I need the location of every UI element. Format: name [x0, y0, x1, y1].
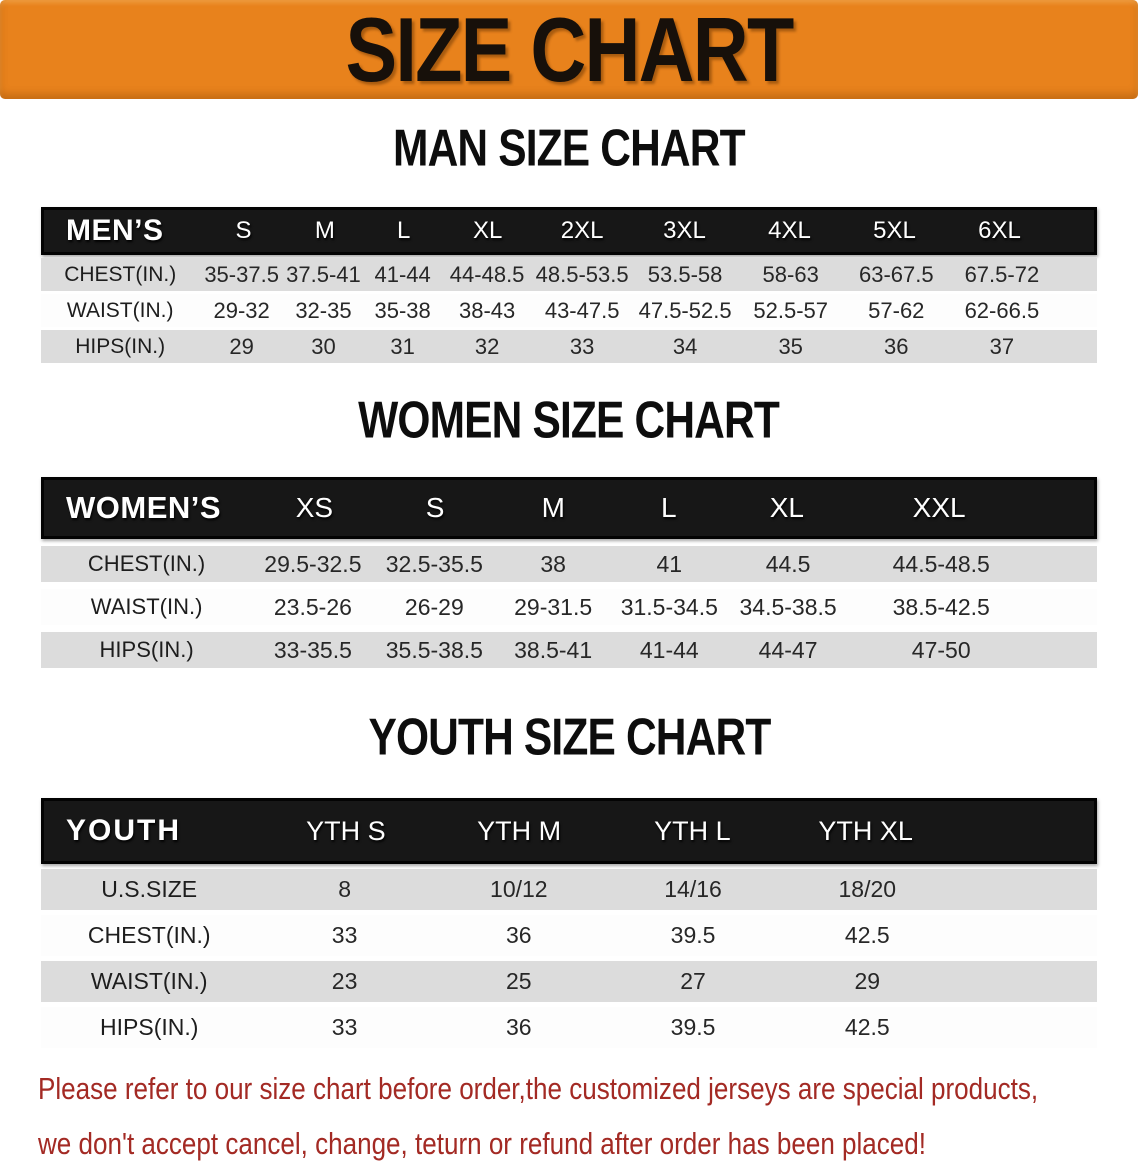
table-cell: 35: [778, 333, 803, 359]
table-cell: 38.5-42.5: [892, 593, 990, 620]
table-row: [41, 961, 1097, 1002]
table-cell: 25: [506, 968, 532, 994]
men-size-table: [41, 207, 1097, 363]
table-cell: 34: [672, 333, 698, 359]
table-cell: 33: [331, 1014, 358, 1040]
table-cell: 31.5-34.5: [620, 593, 718, 620]
table-title-cell: YOUTH: [66, 814, 181, 847]
row-label: WAIST(IN.): [90, 968, 208, 994]
table-cell: 36: [506, 1014, 532, 1040]
row-label: HIPS(IN.): [99, 637, 194, 662]
column-header: YTH L: [654, 815, 731, 846]
row-label: WAIST(IN.): [66, 298, 174, 322]
table-cell: 47.5-52.5: [638, 297, 732, 323]
table-row: [41, 589, 1097, 625]
banner-title-text: SIZE CHART: [345, 0, 793, 100]
banner-title: [315, 0, 823, 100]
row-label: HIPS(IN.): [75, 334, 166, 358]
table-cell: 8: [338, 876, 351, 902]
table-cell: 41-44: [374, 261, 431, 287]
column-header: L: [396, 217, 411, 244]
row-label: HIPS(IN.): [100, 1014, 199, 1040]
table-cell: 38.5-41: [514, 636, 593, 663]
men-section-title-text: MAN SIZE CHART: [393, 118, 745, 178]
disclaimer-line-1-text: Please refer to our size chart before order,the customized jerseys are special products,: [38, 1071, 1039, 1106]
disclaimer-line-2-text: we don't accept cancel, change, teturn or refund after order has been placed!: [38, 1126, 927, 1161]
table-cell: 32.5-35.5: [385, 550, 483, 577]
table-cell: 41-44: [639, 636, 699, 663]
table-cell: 32-35: [295, 297, 352, 323]
table-cell: 39.5: [670, 922, 716, 948]
row-label: CHEST(IN.): [64, 262, 177, 286]
table-cell: 58-63: [762, 261, 819, 287]
disclaimer: [38, 1064, 1138, 1174]
women-size-table: [41, 477, 1097, 668]
table-cell: 48.5-53.5: [535, 261, 629, 287]
column-header: YTH XL: [818, 815, 913, 846]
table-cell: 33-35.5: [273, 636, 352, 663]
column-header: 5XL: [873, 217, 916, 244]
youth-section-title-text: YOUTH SIZE CHART: [368, 707, 770, 767]
table-cell: 41: [656, 550, 683, 577]
table-cell: 18/20: [838, 876, 897, 902]
column-header: XXL: [912, 492, 966, 523]
table-row: [41, 632, 1097, 668]
table-cell: 14/16: [664, 876, 722, 902]
table-cell: 32: [474, 333, 500, 359]
disclaimer-line-2: [38, 1119, 1138, 1174]
row-label: WAIST(IN.): [90, 594, 203, 619]
table-cell: 57-62: [868, 297, 925, 323]
column-header: M: [541, 492, 565, 523]
table-cell: 23: [331, 968, 358, 994]
women-section-title-text: WOMEN SIZE CHART: [358, 390, 780, 450]
table-title-cell: MEN’S: [66, 214, 164, 247]
men-section-title: [0, 118, 1138, 183]
column-header: L: [660, 492, 677, 523]
youth-section-title: [0, 707, 1138, 772]
table-cell: 33: [569, 333, 595, 359]
table-cell: 52.5-57: [753, 297, 828, 323]
table-row: [41, 869, 1097, 910]
table-cell: 10/12: [490, 876, 548, 902]
table-row: [41, 546, 1097, 582]
youth-size-table: [41, 798, 1097, 1048]
table-header-row: [41, 207, 1097, 255]
table-cell: 44-48.5: [449, 261, 525, 287]
table-cell: 35-37.5: [204, 261, 279, 287]
table-cell: 38: [540, 550, 566, 577]
table-cell: 29.5-32.5: [264, 550, 362, 577]
table-row: [41, 1007, 1097, 1048]
table-cell: 27: [680, 968, 706, 994]
table-cell: 43-47.5: [544, 297, 620, 323]
column-header: 2XL: [560, 217, 604, 244]
table-cell: 34.5-38.5: [739, 593, 837, 620]
table-cell: 47-50: [911, 636, 971, 663]
table-cell: 23.5-26: [273, 593, 352, 620]
table-row: [41, 258, 1097, 291]
table-cell: 35-38: [374, 297, 431, 323]
table-cell: 35.5-38.5: [385, 636, 483, 663]
men-size-section: [0, 118, 1138, 363]
table-cell: 62-66.5: [964, 297, 1040, 323]
youth-size-section: [0, 707, 1138, 1048]
table-cell: 44-47: [758, 636, 818, 663]
column-header: YTH S: [306, 815, 386, 846]
table-cell: 36: [506, 922, 532, 948]
size-chart-banner: [0, 0, 1138, 99]
table-cell: 26-29: [404, 593, 464, 620]
table-cell: 29: [854, 968, 881, 994]
row-label: U.S.SIZE: [101, 876, 198, 902]
table-row: [41, 294, 1097, 327]
column-header: XS: [295, 492, 334, 523]
row-label: CHEST(IN.): [87, 922, 211, 948]
table-header-row: [41, 477, 1097, 539]
table-cell: 29: [229, 333, 254, 359]
table-cell: 29-32: [213, 297, 270, 323]
table-cell: 37: [989, 333, 1015, 359]
table-row: [41, 330, 1097, 363]
table-header-row: [41, 798, 1097, 864]
table-cell: 30: [311, 333, 336, 359]
column-header: XL: [769, 492, 804, 523]
women-section-title: [0, 390, 1138, 455]
disclaimer-line-1: [38, 1064, 1138, 1119]
table-cell: 63-67.5: [858, 261, 934, 287]
table-cell: 42.5: [844, 922, 890, 948]
row-label: CHEST(IN.): [87, 551, 206, 576]
table-cell: 33: [331, 922, 358, 948]
table-cell: 29-31.5: [514, 593, 593, 620]
table-cell: 53.5-58: [647, 261, 723, 287]
column-header: M: [314, 217, 335, 244]
table-row: [41, 915, 1097, 956]
column-header: 6XL: [978, 217, 1021, 244]
women-size-section: [0, 390, 1138, 668]
table-cell: 38-43: [458, 297, 516, 323]
table-cell: 37.5-41: [286, 261, 361, 287]
column-header: XL: [472, 217, 503, 244]
table-cell: 31: [390, 333, 415, 359]
table-cell: 39.5: [670, 1014, 716, 1040]
table-cell: 36: [884, 333, 909, 359]
table-cell: 44.5-48.5: [892, 550, 990, 577]
table-title-cell: WOMEN’S: [66, 490, 222, 525]
column-header: S: [425, 492, 445, 523]
table-cell: 67.5-72: [964, 261, 1040, 287]
table-cell: 44.5: [765, 550, 811, 577]
table-cell: 42.5: [844, 1014, 890, 1040]
column-header: S: [235, 217, 252, 244]
column-header: 3XL: [663, 217, 706, 244]
column-header: 4XL: [768, 217, 811, 244]
column-header: YTH M: [477, 815, 562, 846]
